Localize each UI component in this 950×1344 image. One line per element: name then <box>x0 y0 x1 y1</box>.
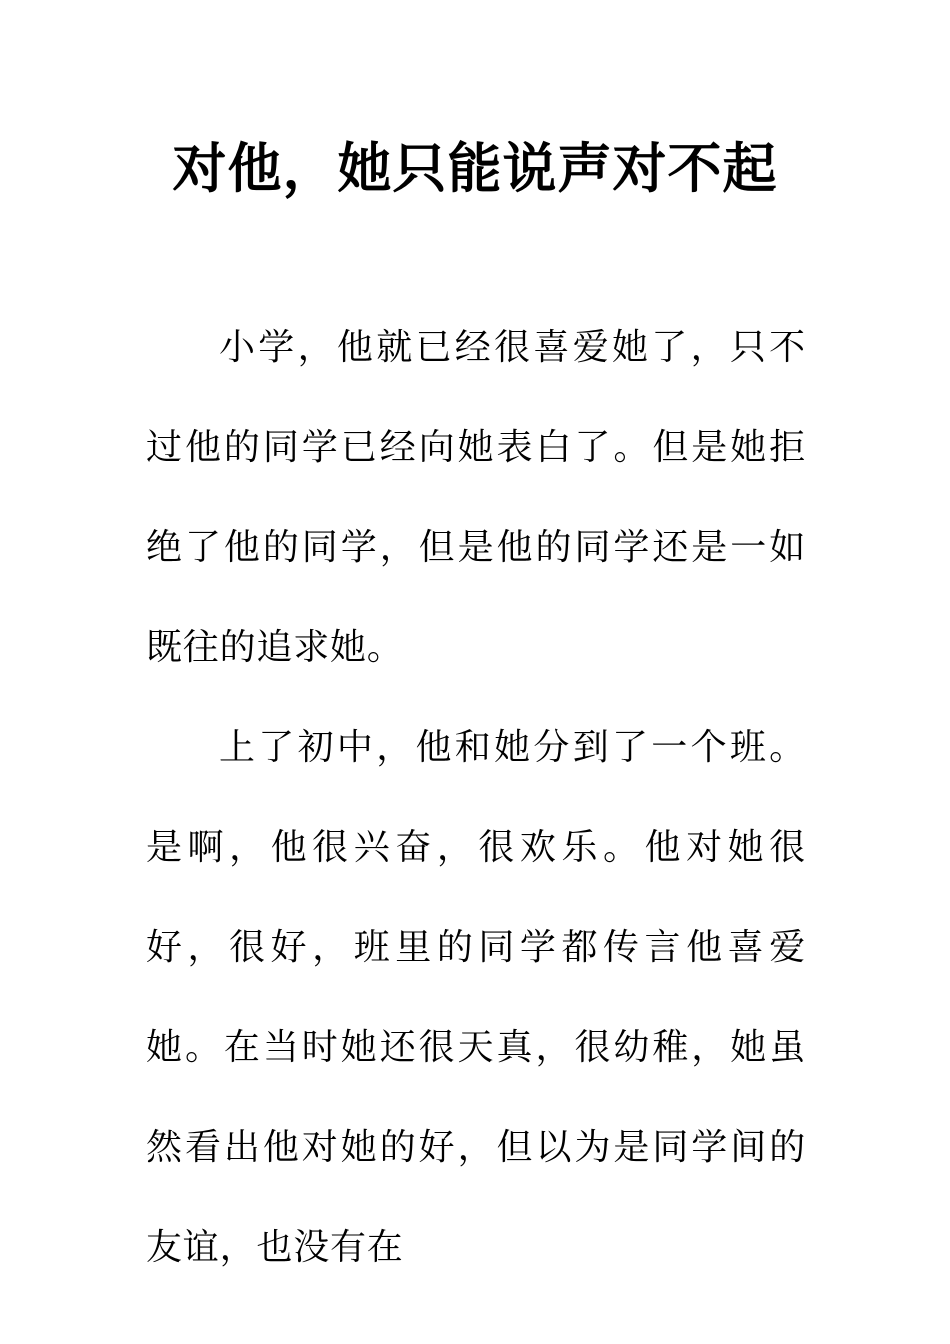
paragraph-2: 上了初中，他和她分到了一个班。是啊，他很兴奋，很欢乐。他对她很好，很好，班里的同学都传言他喜爱她。在当时她还很天真，很幼稚，她虽然看出他对她的好，但以为是同学间的友谊，也没有在 <box>146 727 806 1268</box>
paragraph-1: 小学，他就已经很喜爱她了，只不过他的同学已经向她表白了。但是她拒绝了他的同学，但是他的同学还是一如既往的追求她。 <box>146 327 806 668</box>
document-title: 对他，她只能说声对不起 <box>172 137 778 200</box>
document-body <box>146 298 806 1298</box>
